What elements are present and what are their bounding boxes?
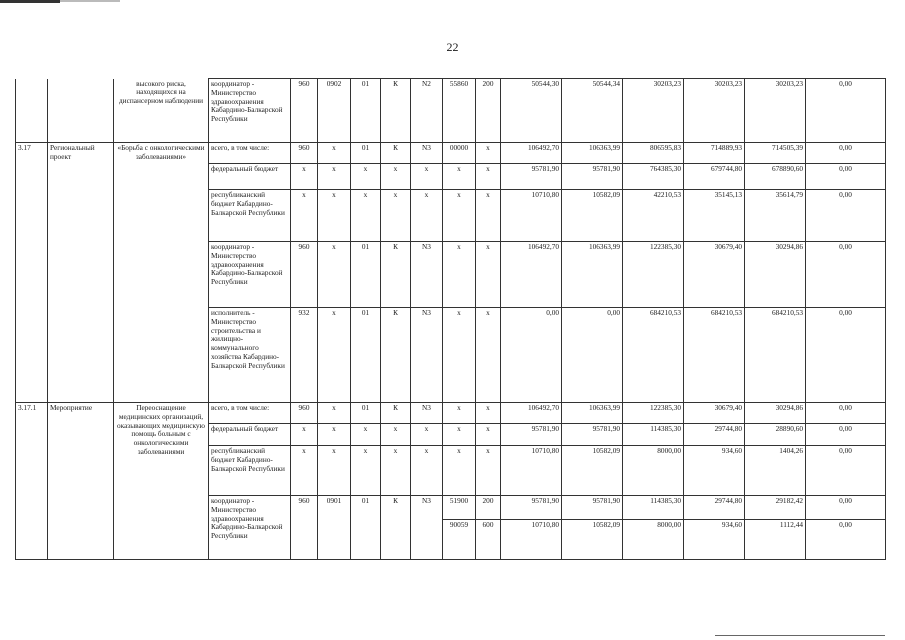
cell-vr: 200 bbox=[476, 496, 501, 520]
cell-pgp: К bbox=[381, 242, 411, 308]
row-status bbox=[48, 79, 114, 143]
cell-value-3: 122385,30 bbox=[623, 403, 684, 424]
cell-pgp: К bbox=[381, 143, 411, 164]
cell-value-1: 10710,80 bbox=[501, 520, 562, 560]
row-participant: федеральный бюджет bbox=[209, 164, 291, 190]
cell-value-4: 29744,80 bbox=[684, 496, 745, 520]
cell-om: N3 bbox=[411, 242, 443, 308]
row-participant: всего, в том числе: bbox=[209, 143, 291, 164]
row-participant: координатор - Министерство здравоохранения Кабардино-Балкарской Республики bbox=[209, 242, 291, 308]
cell-grbs: 960 bbox=[291, 79, 318, 143]
cell-value-3: 684210,53 bbox=[623, 308, 684, 403]
cell-value-1: 10710,80 bbox=[501, 190, 562, 242]
cell-value-6: 0,00 bbox=[806, 143, 886, 164]
cell-code: 55860 bbox=[443, 79, 476, 143]
top-rule bbox=[0, 0, 60, 3]
cell-pgp: К bbox=[381, 308, 411, 403]
cell-pgp: К bbox=[381, 496, 411, 560]
cell-value-2: 95781,90 bbox=[562, 164, 623, 190]
table-row bbox=[16, 143, 886, 164]
cell-gp: х bbox=[351, 446, 381, 496]
cell-value-6: 0,00 bbox=[806, 520, 886, 560]
cell-value-3: 8000,00 bbox=[623, 446, 684, 496]
cell-value-1: 95781,90 bbox=[501, 424, 562, 446]
cell-vr: 600 bbox=[476, 520, 501, 560]
cell-code: 51900 bbox=[443, 496, 476, 520]
cell-code: х bbox=[443, 403, 476, 424]
cell-code: х bbox=[443, 164, 476, 190]
cell-gp: 01 bbox=[351, 143, 381, 164]
cell-value-1: 106492,70 bbox=[501, 242, 562, 308]
cell-value-5: 30203,23 bbox=[745, 79, 806, 143]
budget-table bbox=[15, 78, 886, 560]
top-rule-faint bbox=[60, 0, 120, 2]
cell-value-1: 106492,70 bbox=[501, 403, 562, 424]
cell-value-4: 679744,80 bbox=[684, 164, 745, 190]
cell-code: х bbox=[443, 446, 476, 496]
cell-code: х bbox=[443, 308, 476, 403]
cell-value-3: 114385,30 bbox=[623, 424, 684, 446]
cell-pgp: К bbox=[381, 79, 411, 143]
cell-value-2: 106363,99 bbox=[562, 242, 623, 308]
cell-rzpr: х bbox=[318, 242, 351, 308]
cell-om: х bbox=[411, 164, 443, 190]
cell-value-2: 50544,34 bbox=[562, 79, 623, 143]
table-row bbox=[16, 79, 886, 143]
cell-rzpr: х bbox=[318, 424, 351, 446]
cell-value-4: 30203,23 bbox=[684, 79, 745, 143]
cell-value-5: 684210,53 bbox=[745, 308, 806, 403]
cell-value-4: 934,60 bbox=[684, 520, 745, 560]
cell-value-2: 95781,90 bbox=[562, 496, 623, 520]
cell-value-5: 35614,79 bbox=[745, 190, 806, 242]
cell-value-1: 106492,70 bbox=[501, 143, 562, 164]
cell-pgp: х bbox=[381, 424, 411, 446]
cell-om: N3 bbox=[411, 403, 443, 424]
cell-om: N3 bbox=[411, 143, 443, 164]
bottom-rule bbox=[715, 635, 885, 636]
cell-vr: х bbox=[476, 242, 501, 308]
cell-value-4: 29744,80 bbox=[684, 424, 745, 446]
cell-om: N3 bbox=[411, 496, 443, 560]
cell-value-6: 0,00 bbox=[806, 424, 886, 446]
cell-value-3: 42210,53 bbox=[623, 190, 684, 242]
cell-value-6: 0,00 bbox=[806, 496, 886, 520]
cell-code: 90059 bbox=[443, 520, 476, 560]
cell-value-2: 10582,09 bbox=[562, 446, 623, 496]
cell-pgp: К bbox=[381, 403, 411, 424]
cell-value-3: 806595,83 bbox=[623, 143, 684, 164]
cell-grbs: 960 bbox=[291, 403, 318, 424]
cell-value-2: 0,00 bbox=[562, 308, 623, 403]
cell-value-5: 28890,60 bbox=[745, 424, 806, 446]
row-participant: республиканский бюджет Кабардино-Балкарской Республики bbox=[209, 446, 291, 496]
row-participant: координатор - Министерство здравоохранения Кабардино-Балкарской Республики bbox=[209, 496, 291, 560]
cell-value-3: 122385,30 bbox=[623, 242, 684, 308]
cell-vr: х bbox=[476, 308, 501, 403]
cell-value-6: 0,00 bbox=[806, 190, 886, 242]
cell-rzpr: х bbox=[318, 403, 351, 424]
cell-code: 00000 bbox=[443, 143, 476, 164]
cell-value-5: 1404,26 bbox=[745, 446, 806, 496]
cell-value-3: 764385,30 bbox=[623, 164, 684, 190]
cell-grbs: х bbox=[291, 190, 318, 242]
row-number: 3.17.1 bbox=[16, 403, 48, 560]
cell-value-1: 10710,80 bbox=[501, 446, 562, 496]
cell-rzpr: х bbox=[318, 143, 351, 164]
cell-pgp: х bbox=[381, 446, 411, 496]
cell-value-6: 0,00 bbox=[806, 308, 886, 403]
cell-om: N3 bbox=[411, 308, 443, 403]
cell-value-5: 678890,60 bbox=[745, 164, 806, 190]
cell-gp: х bbox=[351, 190, 381, 242]
cell-value-2: 10582,09 bbox=[562, 190, 623, 242]
cell-value-3: 8000,00 bbox=[623, 520, 684, 560]
cell-gp: 01 bbox=[351, 496, 381, 560]
cell-value-4: 30679,40 bbox=[684, 403, 745, 424]
cell-value-6: 0,00 bbox=[806, 403, 886, 424]
cell-value-5: 30294,86 bbox=[745, 403, 806, 424]
cell-value-6: 0,00 bbox=[806, 446, 886, 496]
cell-value-2: 95781,90 bbox=[562, 424, 623, 446]
cell-value-5: 29182,42 bbox=[745, 496, 806, 520]
cell-grbs: х bbox=[291, 164, 318, 190]
cell-rzpr: х bbox=[318, 446, 351, 496]
cell-code: х bbox=[443, 242, 476, 308]
cell-om: х bbox=[411, 424, 443, 446]
cell-pgp: х bbox=[381, 190, 411, 242]
cell-gp: 01 bbox=[351, 242, 381, 308]
cell-rzpr: 0902 bbox=[318, 79, 351, 143]
cell-value-4: 30679,40 bbox=[684, 242, 745, 308]
cell-value-1: 50544,30 bbox=[501, 79, 562, 143]
cell-value-2: 106363,99 bbox=[562, 403, 623, 424]
row-participant: республиканский бюджет Кабардино-Балкарской Республики bbox=[209, 190, 291, 242]
cell-gp: х bbox=[351, 424, 381, 446]
cell-grbs: х bbox=[291, 424, 318, 446]
cell-value-3: 30203,23 bbox=[623, 79, 684, 143]
cell-gp: 01 bbox=[351, 403, 381, 424]
row-participant: всего, в том числе: bbox=[209, 403, 291, 424]
cell-vr: х bbox=[476, 424, 501, 446]
cell-value-1: 95781,90 bbox=[501, 496, 562, 520]
cell-rzpr: х bbox=[318, 190, 351, 242]
cell-vr: х bbox=[476, 446, 501, 496]
cell-rzpr: 0901 bbox=[318, 496, 351, 560]
cell-rzpr: х bbox=[318, 308, 351, 403]
cell-value-2: 10582,09 bbox=[562, 520, 623, 560]
row-participant: координатор - Министерство здравоохранения Кабардино-Балкарской Республики bbox=[209, 79, 291, 143]
cell-gp: 01 bbox=[351, 308, 381, 403]
page-number: 22 bbox=[446, 40, 459, 54]
cell-value-2: 106363,99 bbox=[562, 143, 623, 164]
cell-vr: х bbox=[476, 403, 501, 424]
cell-value-5: 30294,86 bbox=[745, 242, 806, 308]
cell-gp: 01 bbox=[351, 79, 381, 143]
cell-value-1: 95781,90 bbox=[501, 164, 562, 190]
cell-grbs: х bbox=[291, 446, 318, 496]
cell-rzpr: х bbox=[318, 164, 351, 190]
row-name: «Борьба с онкологическими заболеваниями» bbox=[114, 143, 209, 403]
row-name: Переоснащение медицинских организаций, оказывающих медицинскую помощь больным с онкологическими заболеваниями bbox=[114, 403, 209, 560]
table-row bbox=[16, 403, 886, 424]
cell-vr: х bbox=[476, 164, 501, 190]
row-status: Региональный проект bbox=[48, 143, 114, 403]
row-number: 3.17 bbox=[16, 143, 48, 403]
cell-value-4: 714889,93 bbox=[684, 143, 745, 164]
row-participant: исполнитель - Министерство строительства и жилищно-коммунального хозяйства Кабардино-Балкарской Республики bbox=[209, 308, 291, 403]
cell-code: х bbox=[443, 190, 476, 242]
row-status: Мероприятие bbox=[48, 403, 114, 560]
cell-grbs: 932 bbox=[291, 308, 318, 403]
cell-value-6: 0,00 bbox=[806, 164, 886, 190]
cell-value-6: 0,00 bbox=[806, 242, 886, 308]
cell-value-5: 714505,39 bbox=[745, 143, 806, 164]
cell-vr: х bbox=[476, 143, 501, 164]
cell-value-1: 0,00 bbox=[501, 308, 562, 403]
cell-om: х bbox=[411, 190, 443, 242]
cell-gp: х bbox=[351, 164, 381, 190]
row-name: высокого риска, находящихся на диспансерном наблюдении bbox=[114, 79, 209, 143]
cell-value-4: 684210,53 bbox=[684, 308, 745, 403]
cell-code: х bbox=[443, 424, 476, 446]
cell-vr: 200 bbox=[476, 79, 501, 143]
cell-om: N2 bbox=[411, 79, 443, 143]
cell-pgp: х bbox=[381, 164, 411, 190]
cell-grbs: 960 bbox=[291, 496, 318, 560]
cell-vr: х bbox=[476, 190, 501, 242]
cell-value-4: 934,60 bbox=[684, 446, 745, 496]
cell-value-4: 35145,13 bbox=[684, 190, 745, 242]
row-participant: федеральный бюджет bbox=[209, 424, 291, 446]
cell-value-6: 0,00 bbox=[806, 79, 886, 143]
cell-value-3: 114385,30 bbox=[623, 496, 684, 520]
row-number bbox=[16, 79, 48, 143]
cell-grbs: 960 bbox=[291, 143, 318, 164]
cell-value-5: 1112,44 bbox=[745, 520, 806, 560]
cell-om: х bbox=[411, 446, 443, 496]
cell-grbs: 960 bbox=[291, 242, 318, 308]
